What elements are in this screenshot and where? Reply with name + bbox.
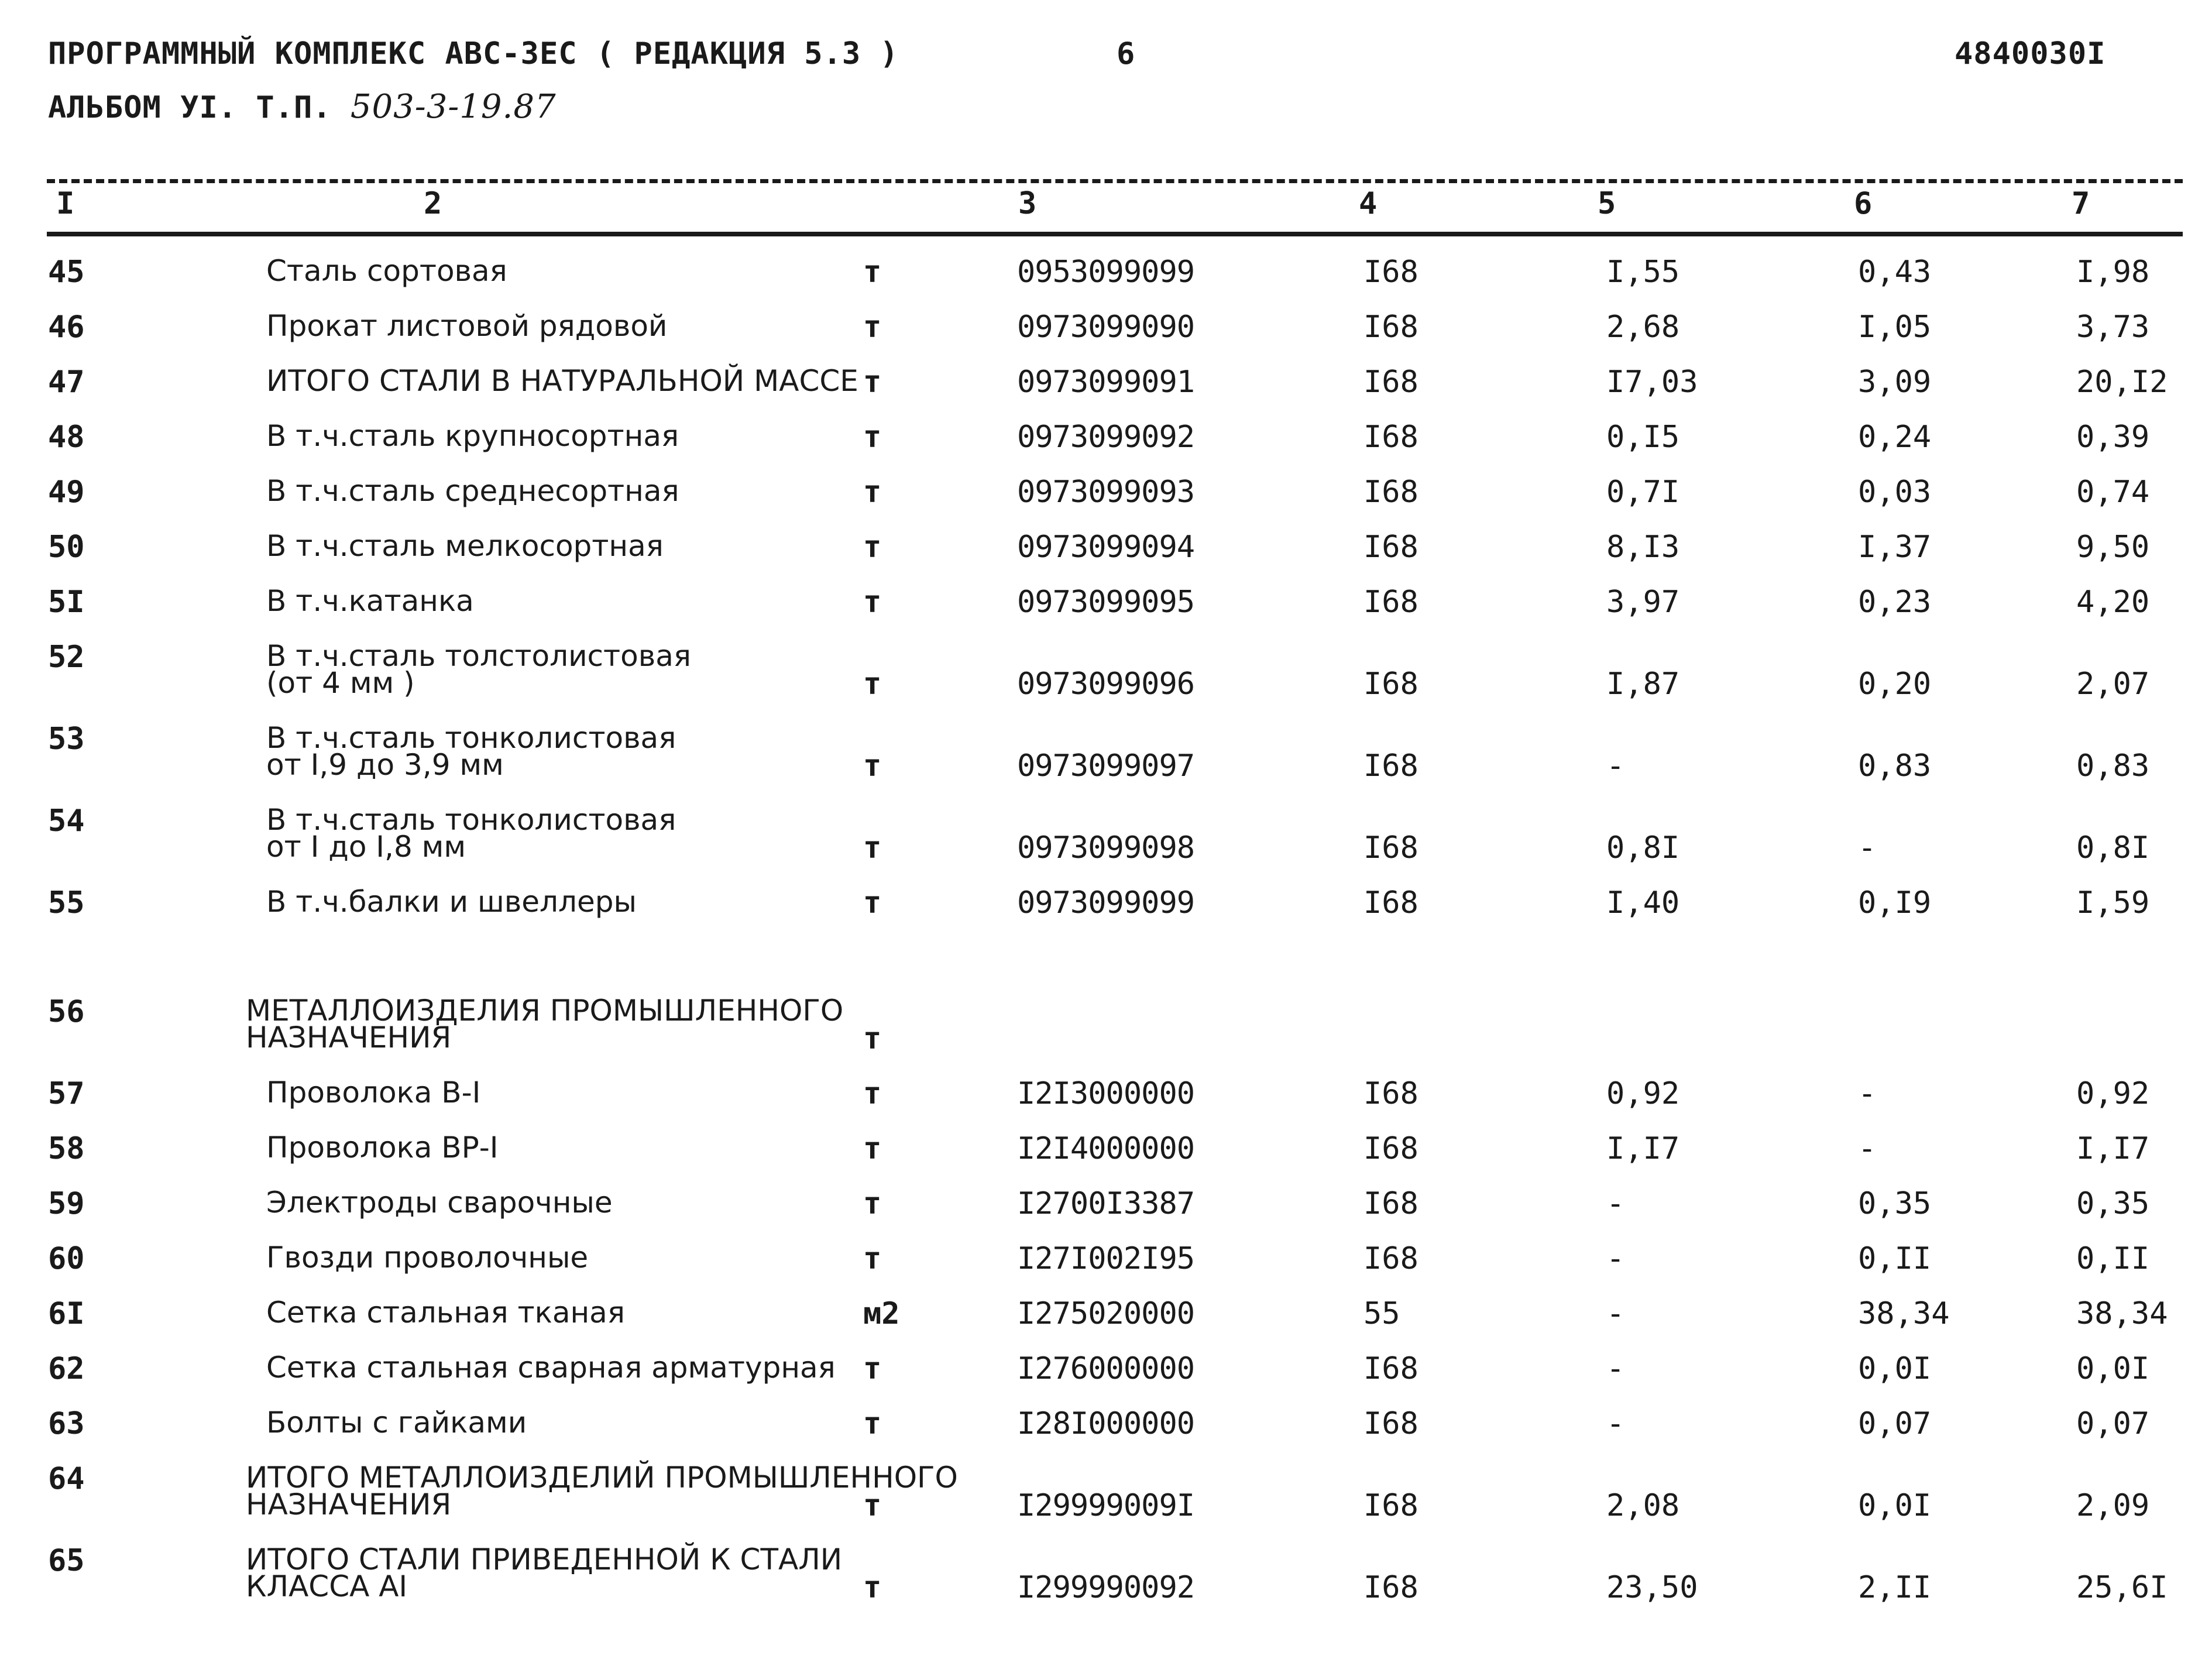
row-number: 45 (48, 255, 85, 290)
col4-cell: I68 (1363, 1131, 1418, 1166)
unit-cell: т (863, 530, 882, 565)
item-name (266, 1241, 589, 1275)
row-number: 62 (48, 1351, 85, 1386)
item-name-line: НАЗНАЧЕНИЯ (246, 1488, 452, 1521)
col5-cell: 0,92 (1606, 1076, 1680, 1111)
item-name-line: ИТОГО СТАЛИ В НАТУРАЛЬНОЙ МАССЕ (266, 364, 858, 398)
col6-cell: 0,24 (1858, 420, 1932, 455)
unit-cell: т (863, 830, 882, 865)
item-name (266, 309, 668, 343)
code-cell: 0973099090 (1017, 310, 1195, 345)
col5-cell: I7,03 (1606, 365, 1698, 400)
col5-cell: - (1606, 748, 1625, 784)
col-head-1: I (56, 186, 75, 221)
col6-cell: 0,0I (1858, 1351, 1932, 1386)
col6-cell: 0,43 (1858, 255, 1932, 290)
unit-cell: т (863, 1186, 882, 1221)
row-number: 6I (48, 1296, 85, 1331)
col6-cell: - (1858, 1076, 1877, 1111)
code-cell: 0973099092 (1017, 420, 1195, 455)
col4-cell: I68 (1363, 885, 1418, 920)
col6-cell: 0,0I (1858, 1488, 1932, 1523)
code-cell: I2I3000000 (1017, 1076, 1195, 1111)
item-name-line: В т.ч.сталь тонколистовая (266, 803, 676, 837)
col5-cell: - (1606, 1406, 1625, 1441)
col7-cell: 25,6I (2076, 1570, 2168, 1605)
col7-cell: 0,0I (2076, 1351, 2150, 1386)
item-name-line: В т.ч.сталь мелкосортная (266, 529, 664, 563)
unit-cell: т (863, 1488, 882, 1523)
item-name-line: Сталь сортовая (266, 254, 507, 288)
code-cell: I28I000000 (1017, 1406, 1195, 1441)
col4-cell: I68 (1363, 1488, 1418, 1523)
col-head-2: 2 (424, 186, 442, 221)
col7-cell: I,59 (2076, 885, 2150, 920)
row-number: 47 (48, 365, 85, 400)
row-number: 52 (48, 640, 85, 675)
code-cell: 0973099098 (1017, 830, 1195, 865)
col7-cell: 2,07 (2076, 667, 2150, 702)
code-cell: I276000000 (1017, 1351, 1195, 1386)
item-name-line: Прокат листовой рядовой (266, 309, 668, 343)
code-cell: 0973099099 (1017, 885, 1195, 920)
col5-cell: 2,68 (1606, 310, 1680, 345)
unit-cell: т (863, 255, 882, 290)
col4-cell: I68 (1363, 365, 1418, 400)
col6-cell: - (1858, 830, 1877, 865)
col6-cell: 0,07 (1858, 1406, 1932, 1441)
code-cell: I27I002I95 (1017, 1241, 1195, 1276)
col6-cell: 0,35 (1858, 1186, 1932, 1221)
col6-cell: 0,23 (1858, 585, 1932, 620)
unit-cell: т (863, 310, 882, 345)
col5-cell: 2,08 (1606, 1488, 1680, 1523)
col6-cell: 0,03 (1858, 475, 1932, 510)
item-name (246, 994, 844, 1055)
item-name-line: Гвозди проволочные (266, 1241, 589, 1275)
item-name (266, 584, 474, 618)
col7-cell: 0,II (2076, 1241, 2150, 1276)
item-name-line: КЛАССА АI (246, 1569, 408, 1603)
code-cell: I29999009I (1017, 1488, 1195, 1523)
row-number: 59 (48, 1186, 85, 1221)
item-name (266, 254, 507, 288)
item-name-line: В т.ч.сталь среднесортная (266, 474, 679, 508)
col6-cell: I,05 (1858, 310, 1932, 345)
album-prefix: АЛЬБОМ УI. Т.П. (48, 90, 332, 125)
item-name (266, 474, 679, 508)
row-number: 46 (48, 310, 85, 345)
unit-cell: т (863, 667, 882, 702)
item-name-line: МЕТАЛЛОИЗДЕЛИЯ ПРОМЫШЛЕННОГО (246, 994, 844, 1028)
item-name-line: Болты с гайками (266, 1406, 527, 1440)
item-name (266, 364, 858, 398)
col5-cell: - (1606, 1351, 1625, 1386)
col4-cell: 55 (1363, 1296, 1400, 1331)
col5-cell: 23,50 (1606, 1570, 1698, 1605)
col4-cell: I68 (1363, 1076, 1418, 1111)
col5-cell: 0,I5 (1606, 420, 1680, 455)
item-name (266, 1406, 527, 1440)
col7-cell: 2,09 (2076, 1488, 2150, 1523)
col7-cell: 20,I2 (2076, 365, 2168, 400)
item-name-line: Проволока ВР-I (266, 1131, 499, 1165)
code-cell: 0953099099 (1017, 255, 1195, 290)
unit-cell: м2 (863, 1296, 900, 1331)
album-handwritten-number: 503-3-19.87 (350, 88, 557, 126)
col7-cell: 0,35 (2076, 1186, 2150, 1221)
row-number: 63 (48, 1406, 85, 1441)
col-head-7: 7 (2072, 186, 2090, 221)
col4-cell: I68 (1363, 1241, 1418, 1276)
col5-cell: - (1606, 1186, 1625, 1221)
item-name (266, 1186, 613, 1220)
item-name-line: В т.ч.сталь тонколистовая (266, 721, 676, 755)
item-name-line: Проволока В-I (266, 1076, 481, 1110)
col7-cell: 0,8I (2076, 830, 2150, 865)
col4-cell: I68 (1363, 530, 1418, 565)
program-title: ПРОГРАММНЫЙ КОМПЛЕКС АВС-ЗЕС ( РЕДАКЦИЯ 5.3 ) (48, 36, 899, 71)
col5-cell: 3,97 (1606, 585, 1680, 620)
row-number: 54 (48, 803, 85, 839)
row-number: 56 (48, 994, 85, 1029)
col7-cell: I,98 (2076, 255, 2150, 290)
item-name (266, 1131, 499, 1165)
unit-cell: т (863, 585, 882, 620)
code-cell: 0973099094 (1017, 530, 1195, 565)
col-head-5: 5 (1598, 186, 1616, 221)
col4-cell: I68 (1363, 585, 1418, 620)
item-name-line: НАЗНАЧЕНИЯ (246, 1021, 452, 1055)
unit-cell: т (863, 1351, 882, 1386)
unit-cell: т (863, 1241, 882, 1276)
col6-cell: 2,II (1858, 1570, 1932, 1605)
item-name-line: В т.ч.сталь крупносортная (266, 419, 679, 453)
item-name-line: Сетка стальная сварная арматурная (266, 1351, 836, 1385)
row-number: 60 (48, 1241, 85, 1276)
col5-cell: - (1606, 1241, 1625, 1276)
col7-cell: 9,50 (2076, 530, 2150, 565)
col-head-6: 6 (1854, 186, 1873, 221)
unit-cell: т (863, 420, 882, 455)
col7-cell: 38,34 (2076, 1296, 2168, 1331)
top-dashed-rule (47, 179, 2183, 183)
row-number: 64 (48, 1461, 85, 1496)
code-cell: I299990092 (1017, 1570, 1195, 1605)
row-number: 58 (48, 1131, 85, 1166)
row-number: 5I (48, 585, 85, 620)
col5-cell: I,87 (1606, 667, 1680, 702)
col5-cell: 8,I3 (1606, 530, 1680, 565)
unit-cell: т (863, 475, 882, 510)
col5-cell: - (1606, 1296, 1625, 1331)
col7-cell: 0,92 (2076, 1076, 2150, 1111)
album-line (48, 88, 557, 126)
col4-cell: I68 (1363, 420, 1418, 455)
page-number: 6 (1117, 36, 1136, 71)
row-number: 55 (48, 885, 85, 920)
code-cell: 0973099095 (1017, 585, 1195, 620)
item-name (246, 1543, 843, 1603)
item-name-line: от I,9 до 3,9 мм (266, 748, 504, 782)
col5-cell: I,I7 (1606, 1131, 1680, 1166)
col4-cell: I68 (1363, 748, 1418, 784)
unit-cell: т (863, 1076, 882, 1111)
header-solid-rule (47, 232, 2183, 236)
code-cell: 0973099096 (1017, 667, 1195, 702)
unit-cell: т (863, 1406, 882, 1441)
col4-cell: I68 (1363, 667, 1418, 702)
row-number: 49 (48, 475, 85, 510)
col6-cell: I,37 (1858, 530, 1932, 565)
item-name (266, 1296, 625, 1330)
item-name-line: В т.ч.балки и швеллеры (266, 885, 637, 919)
item-name-line: В т.ч.сталь толстолистовая (266, 639, 691, 673)
col6-cell: 0,I9 (1858, 885, 1932, 920)
row-number: 65 (48, 1543, 85, 1578)
item-name (266, 803, 676, 864)
unit-cell: т (863, 748, 882, 784)
col6-cell: 0,83 (1858, 748, 1932, 784)
col5-cell: I,40 (1606, 885, 1680, 920)
row-number: 53 (48, 722, 85, 757)
item-name (266, 419, 679, 453)
unit-cell: т (863, 885, 882, 920)
col7-cell: 0,83 (2076, 748, 2150, 784)
col6-cell: 0,20 (1858, 667, 1932, 702)
item-name (266, 721, 676, 782)
col5-cell: I,55 (1606, 255, 1680, 290)
item-name (246, 1461, 958, 1523)
item-name-line: Электроды сварочные (266, 1186, 613, 1220)
col4-cell: I68 (1363, 1186, 1418, 1221)
col4-cell: I68 (1363, 1570, 1418, 1605)
unit-cell: т (863, 1021, 882, 1056)
col4-cell: I68 (1363, 475, 1418, 510)
item-name (266, 529, 664, 563)
item-name (266, 1351, 836, 1385)
unit-cell: т (863, 365, 882, 400)
col7-cell: 3,73 (2076, 310, 2150, 345)
col7-cell: I,I7 (2076, 1131, 2150, 1166)
item-name-line: ИТОГО СТАЛИ ПРИВЕДЕННОЙ К СТАЛИ (246, 1543, 843, 1576)
code-cell: 0973099097 (1017, 748, 1195, 784)
row-number: 57 (48, 1076, 85, 1111)
code-cell: I2I4000000 (1017, 1131, 1195, 1166)
row-number: 50 (48, 530, 85, 565)
col7-cell: 0,07 (2076, 1406, 2150, 1441)
item-name-line: Сетка стальная тканая (266, 1296, 625, 1330)
item-name-line: В т.ч.катанка (266, 584, 474, 618)
col6-cell: - (1858, 1131, 1877, 1166)
code-cell: I275020000 (1017, 1296, 1195, 1331)
item-name-line: ИТОГО МЕТАЛЛОИЗДЕЛИЙ ПРОМЫШЛЕННОГО (246, 1461, 958, 1495)
col4-cell: I68 (1363, 255, 1418, 290)
unit-cell: т (863, 1131, 882, 1166)
col-head-3: 3 (1018, 186, 1037, 221)
col4-cell: I68 (1363, 310, 1418, 345)
col7-cell: 0,39 (2076, 420, 2150, 455)
col6-cell: 38,34 (1858, 1296, 1950, 1331)
col6-cell: 0,II (1858, 1241, 1932, 1276)
unit-cell: т (863, 1570, 882, 1605)
item-name-line: от I до I,8 мм (266, 830, 466, 864)
col5-cell: 0,8I (1606, 830, 1680, 865)
item-name (266, 639, 691, 700)
col4-cell: I68 (1363, 1406, 1418, 1441)
col7-cell: 4,20 (2076, 585, 2150, 620)
code-cell: I2700I3387 (1017, 1186, 1195, 1221)
document-code: 4840030I (1955, 36, 2106, 71)
col4-cell: I68 (1363, 830, 1418, 865)
code-cell: 0973099093 (1017, 475, 1195, 510)
item-name (266, 1076, 481, 1110)
item-name-line: (от 4 мм ) (266, 666, 415, 700)
col-head-4: 4 (1359, 186, 1378, 221)
item-name (266, 885, 637, 919)
col5-cell: 0,7I (1606, 475, 1680, 510)
code-cell: 0973099091 (1017, 365, 1195, 400)
col6-cell: 3,09 (1858, 365, 1932, 400)
col4-cell: I68 (1363, 1351, 1418, 1386)
row-number: 48 (48, 420, 85, 455)
col7-cell: 0,74 (2076, 475, 2150, 510)
